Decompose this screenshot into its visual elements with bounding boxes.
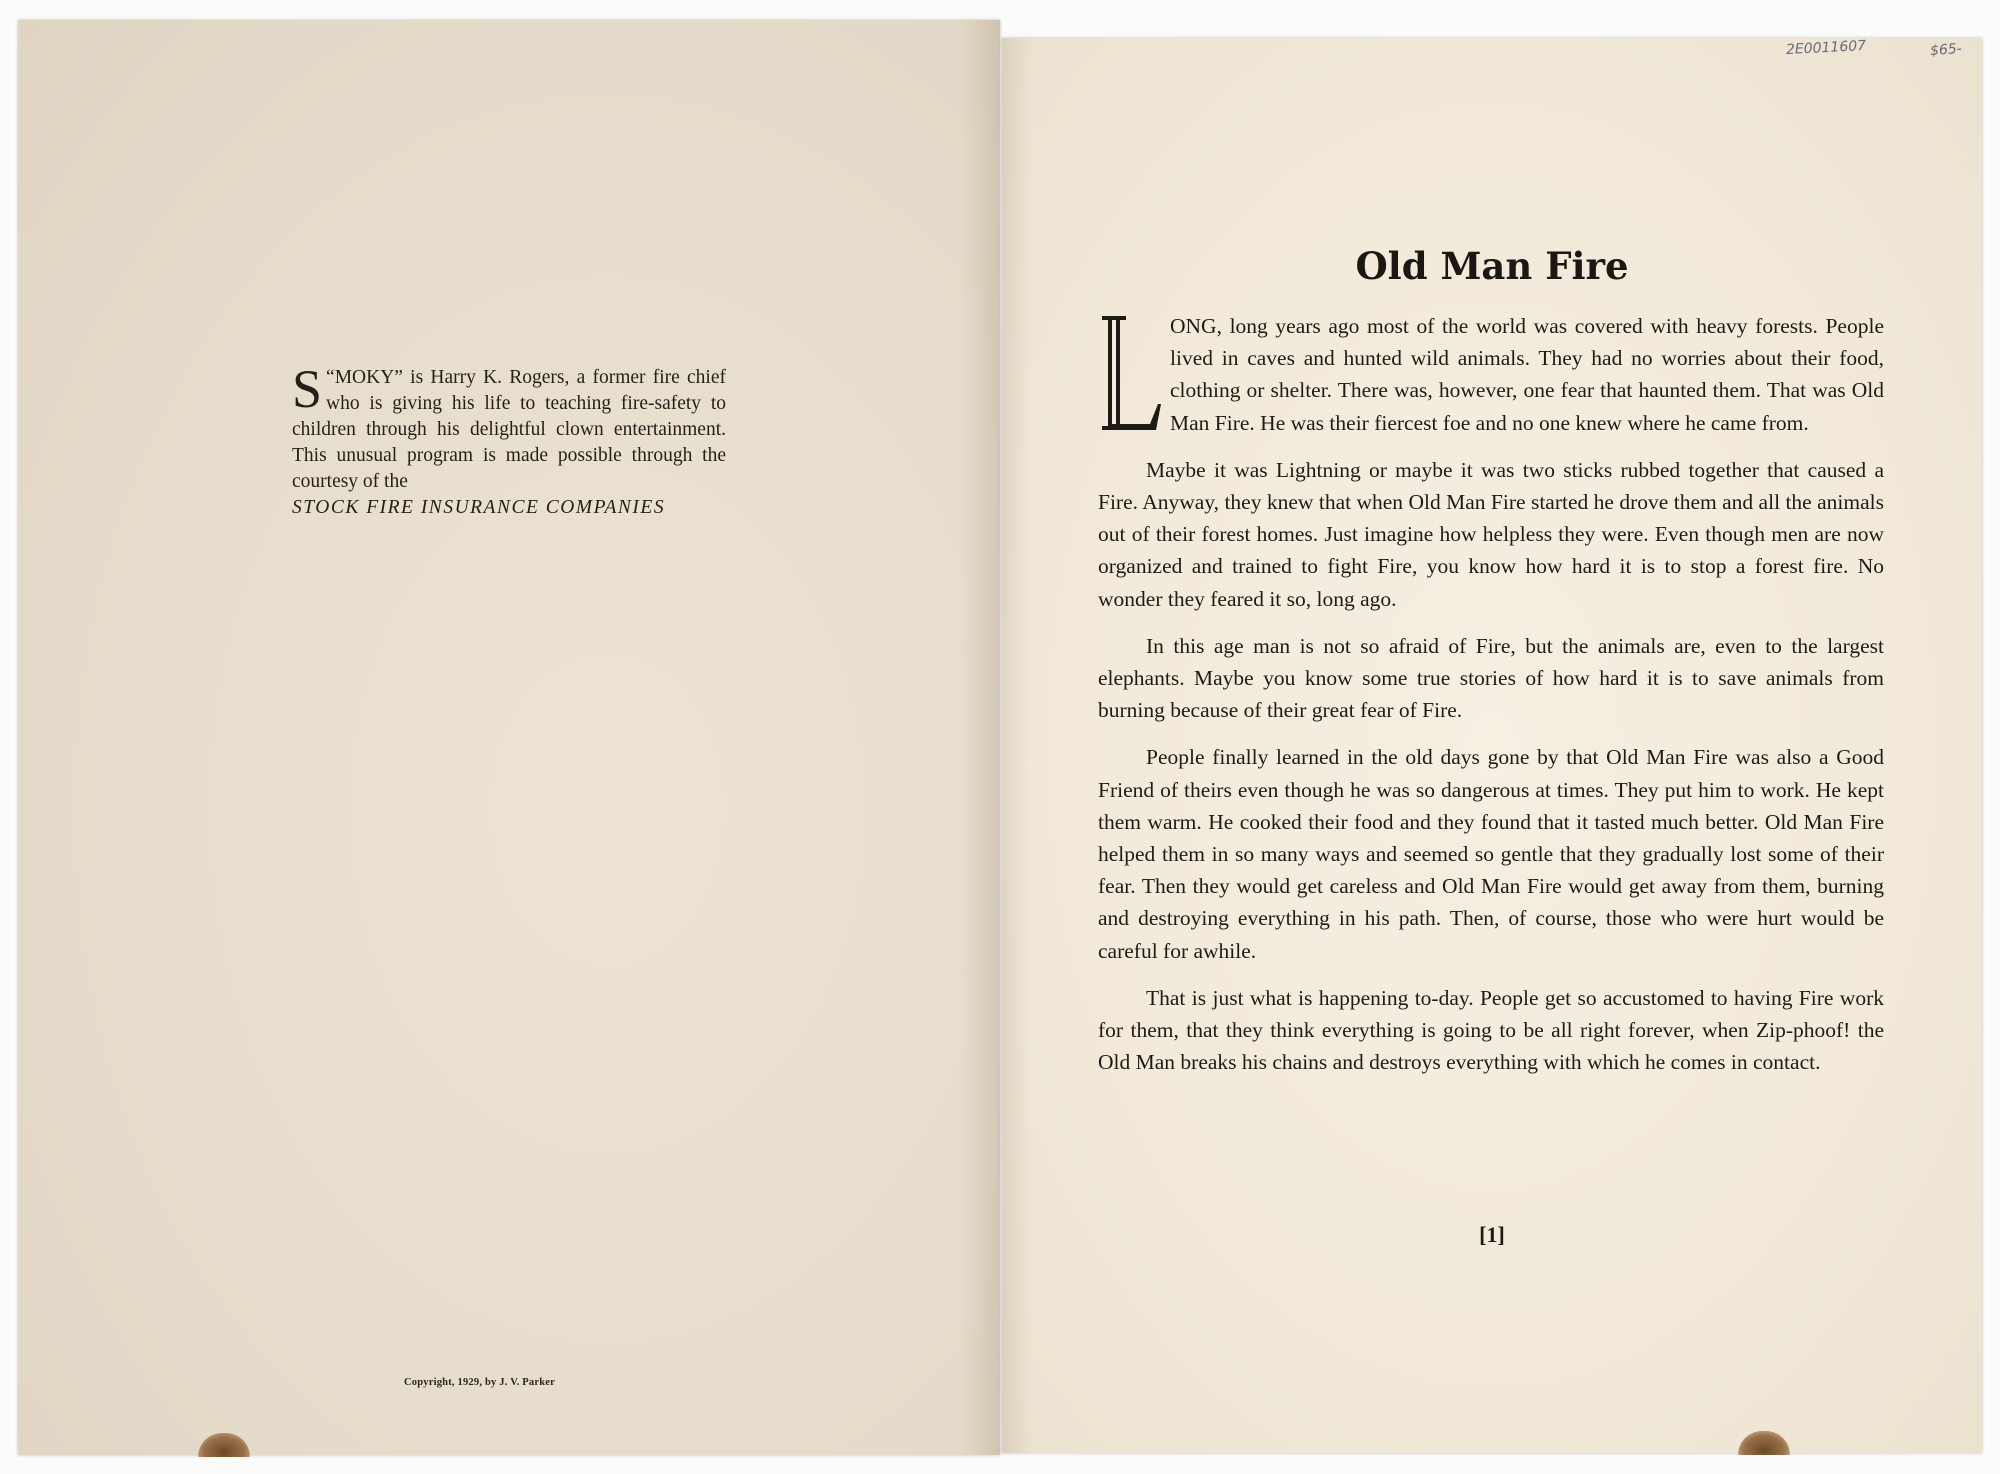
paragraph-1-text: ONG, long years ago most of the world was covered with heavy forests. People lived in caves and hunted wild animals. They had no worries about their food, clothing or shelter. There was, however, one fear that haunted them. That was Old Man Fire. He was their fiercest foe and no one knew where he came from. (1170, 314, 1884, 435)
handwritten-price: $65- (1929, 40, 1963, 60)
handwritten-code: 2E0011607 (1785, 37, 1867, 59)
left-page (18, 20, 1000, 1455)
page-number: [1] (1479, 1222, 1505, 1247)
dropcap-l-icon (1098, 314, 1162, 432)
paragraph-5: That is just what is happening to-day. People get so accustomed to having Fire work for them, that they think everything is going to be all right forever, when Zip-phoof! the Old Man breaks his chains and destroys everything with which he comes in contact. (1098, 985, 1884, 1075)
page-title: Old Man Fire (1355, 244, 1629, 288)
smoky-blurb (292, 359, 726, 521)
blurb-open-quote: “ (326, 367, 335, 388)
paragraph-3: In this age man is not so afraid of Fire, but the animals are, even to the largest elephants. Maybe you know some true stories of how hard it is to save animals from burning because of their great fear of Fire. (1098, 633, 1884, 723)
paragraph-2: Maybe it was Lightning or maybe it was two sticks rubbed together that caused a Fire. Anyway, they knew that when Old Man Fire started he drove them and all the animals out of their forest homes. Just imagine how helpless they were. Even though men are now organized and trained to fight Fire, you know how hard it is to stop a forest fire. No wonder they feared it so, long ago. (1098, 457, 1884, 611)
story-body (1098, 310, 1884, 1093)
blurb-text: MOKY” is Harry K. Rogers, a former fire chief who is giving his life to teaching fire-safety to children through his delightful clown entertainment. This unusual program is made possible through the courtesy of the (292, 367, 726, 492)
paragraph-4: People finally learned in the old days gone by that Old Man Fire was also a Good Friend of theirs even though he was so dangerous at times. They put him to work. He kept them warm. He cooked their food and they found that it tasted much better. Old Man Fire helped them in so many ways and seemed so gentle that they gradually lost some of their fear. Then they would get careless and Old Man Fire would get away from them, burning and destroying everything in his path. Then, of course, those who were hurt would be careful for awhile. (1098, 745, 1884, 963)
paragraph-1 (1098, 310, 1884, 439)
blurb-company: STOCK FIRE INSURANCE COMPANIES (292, 497, 666, 518)
copyright-line: Copyright, 1929, by J. V. Parker (404, 1377, 555, 1388)
blurb-dropcap: S (292, 359, 323, 419)
